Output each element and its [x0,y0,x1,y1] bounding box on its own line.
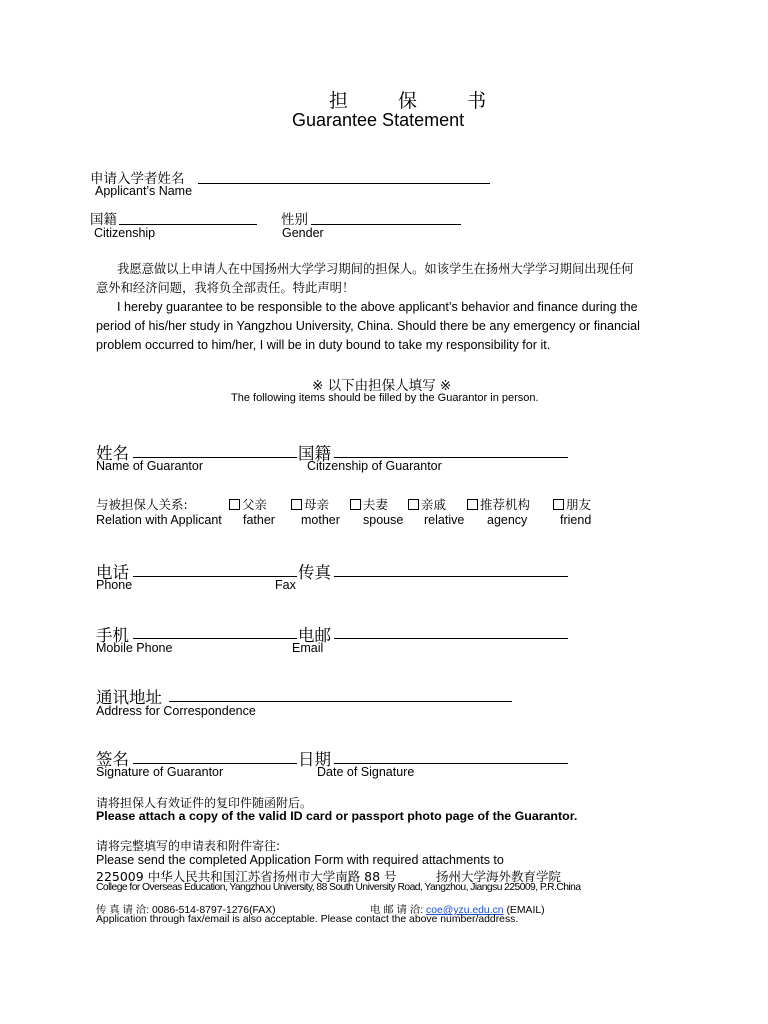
relation-option-father[interactable]: 父亲 [229,495,267,513]
signature-label-cn: 签名 [96,750,129,769]
attach-note-en: Please attach a copy of the valid ID card or passport photo page of the Guarantor. [96,809,578,823]
relation-option-agency[interactable]: 推荐机构 [467,495,530,513]
email-contact-suffix: (EMAIL) [506,905,545,916]
pledge-en-line3: problem occurred to him/her, I will be in duty bound to take my responsibility for it. [96,338,551,352]
signature-label-en: Signature of Guarantor [96,765,224,779]
relation-relative-label-en: relative [424,513,465,527]
guarantor-citizenship-label-en: Citizenship of Guarantor [307,459,442,473]
address-field[interactable] [169,701,512,702]
fax-label-cn: 传真 [298,563,331,582]
applicant-citizenship-label-en: Citizenship [94,226,156,240]
title-cn: 担 保 书 [329,90,509,112]
relation-label-en: Relation with Applicant [96,513,222,527]
email-contact-label: 电 邮 请 洽: [370,905,424,916]
relation-option-friend[interactable]: 朋友 [553,495,591,513]
pledge-en-line1: I hereby guarantee to be responsible to the above applicant’s behavior and finance during the [117,300,638,314]
mailing-cn: 请将完整填写的申请表和附件寄往: [96,839,281,853]
signature-field[interactable] [133,763,297,764]
applicant-gender-label-cn: 性别 [281,212,308,228]
applicant-citizenship-field[interactable] [119,224,257,225]
contact-note: Application through fax/email is also acceptable. Please contact the above number/address. [96,914,519,925]
pledge-cn-line1: 我愿意做以上申请人在中国扬州大学学习期间的担保人。如该学生在扬州大学学习期间出现任何 [117,262,634,276]
phone-field[interactable] [133,576,297,577]
mobile-label-en: Mobile Phone [96,641,173,655]
mailing-en: Please send the completed Application Form with required attachments to [96,853,504,867]
date-label-en: Date of Signature [317,765,415,779]
mailing-college-cn: 扬州大学海外教育学院 [436,869,562,884]
mobile-field[interactable] [133,638,297,639]
spouse-checkbox[interactable] [350,499,361,510]
relation-label-cn: 与被担保人关系: [96,497,188,512]
applicant-citizenship-label-cn: 国籍 [90,212,117,228]
phone-label-cn: 电话 [96,563,129,582]
relation-option-spouse[interactable]: 夫妻 [350,495,388,513]
address-label-en: Address for Correspondence [96,704,256,718]
relation-option-relative[interactable]: 亲戚 [408,495,446,513]
fax-contact-value: 0086-514-8797-1276(FAX) [152,905,276,916]
mobile-label-cn: 手机 [96,626,129,645]
mailing-address-en: College for Overseas Education, Yangzhou University, 88 South University Road, Yangzhou, Jiangsu 225009, P.R.China [96,882,581,893]
fax-contact-label: 传 真 请 洽: [96,905,150,916]
applicant-name-label-cn: 申请入学者姓名 [90,171,185,187]
date-field[interactable] [334,763,568,764]
mailing-address-cn: 225009 中华人民共和国江苏省扬州市大学南路 88 号 [96,869,397,884]
father-checkbox[interactable] [229,499,240,510]
applicant-gender-label-en: Gender [282,226,324,240]
applicant-gender-field[interactable] [311,224,461,225]
phone-label-en: Phone [96,578,133,592]
email-label-cn: 电邮 [298,626,331,645]
date-label-cn: 日期 [298,750,331,769]
pledge-cn-line2: 意外和经济问题，我将负全部责任。特此声明！ [96,281,355,295]
pledge-en-line2: period of his/her study in Yangzhou University, China. Should there be any emergency or financial [96,319,640,333]
guarantor-name-label-en: Name of Guarantor [96,459,203,473]
relative-checkbox[interactable] [408,499,419,510]
email-field[interactable] [334,638,568,639]
address-label-cn: 通讯地址 [96,688,162,707]
attach-note-cn: 请将担保人有效证件的复印件随函附后。 [96,796,313,810]
email-label-en: Email [292,641,324,655]
relation-spouse-label-en: spouse [363,513,404,527]
guarantor-heading-cn: ※ 以下由担保人填写 ※ [312,378,452,394]
email-link[interactable]: coe@yzu.edu.cn [426,905,504,916]
guarantor-citizenship-label-cn: 国籍 [298,444,331,463]
guarantor-name-label-cn: 姓名 [96,444,129,463]
applicant-name-field[interactable] [198,183,490,184]
relation-agency-label-en: agency [487,513,528,527]
relation-option-mother[interactable]: 母亲 [291,495,329,513]
mother-checkbox[interactable] [291,499,302,510]
fax-field[interactable] [334,576,568,577]
applicant-name-label-en: Applicant’s Name [95,184,193,198]
agency-checkbox[interactable] [467,499,478,510]
title-en: Guarantee Statement [292,110,465,130]
relation-father-label-en: father [243,513,275,527]
relation-mother-label-en: mother [301,513,340,527]
guarantor-name-field[interactable] [133,457,297,458]
fax-label-en: Fax [275,578,296,592]
friend-checkbox[interactable] [553,499,564,510]
guarantor-heading-en: The following items should be filled by the Guarantor in person. [231,392,539,404]
guarantor-citizenship-field[interactable] [334,457,568,458]
relation-friend-label-en: friend [560,513,592,527]
